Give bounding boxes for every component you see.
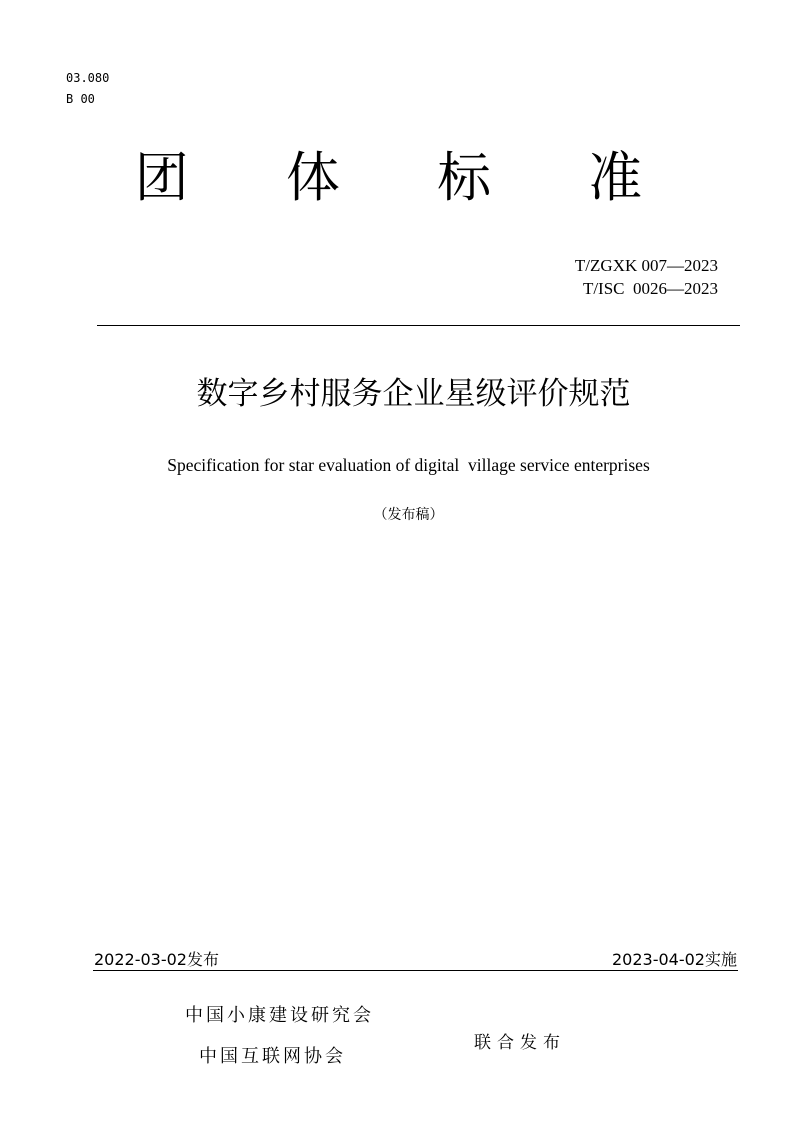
- issuing-organization: 中国互联网协会: [199, 1046, 346, 1067]
- implementation-date-label: 实施: [704, 950, 737, 969]
- implementation-date: 2023-04-02: [612, 950, 705, 969]
- implementation-date-line: [612, 949, 737, 971]
- footer-divider: [93, 970, 738, 971]
- standard-number-secondary: T/ISC 0026—2023: [582, 279, 718, 298]
- issuing-organization: 中国小康建设研究会: [185, 1005, 374, 1026]
- header-divider: [97, 325, 740, 326]
- document-title-english: Specification for star evaluation of digital village service enterprises: [167, 455, 650, 475]
- standard-type-heading: 团 体 标 准: [134, 146, 683, 209]
- ccs-code: B 00: [66, 92, 95, 106]
- issue-date: 2022-03-02: [94, 950, 187, 969]
- issue-date-label: 发布: [186, 950, 219, 969]
- issue-date-line: [94, 949, 219, 971]
- ics-code: 03.080: [66, 71, 110, 85]
- standard-number-primary: T/ZGXK 007—2023: [574, 256, 718, 275]
- document-title-chinese: 数字乡村服务企业星级评价规范: [196, 376, 631, 412]
- joint-issue-label: 联合发布: [474, 1033, 566, 1053]
- draft-status-label: （发布稿）: [373, 507, 444, 523]
